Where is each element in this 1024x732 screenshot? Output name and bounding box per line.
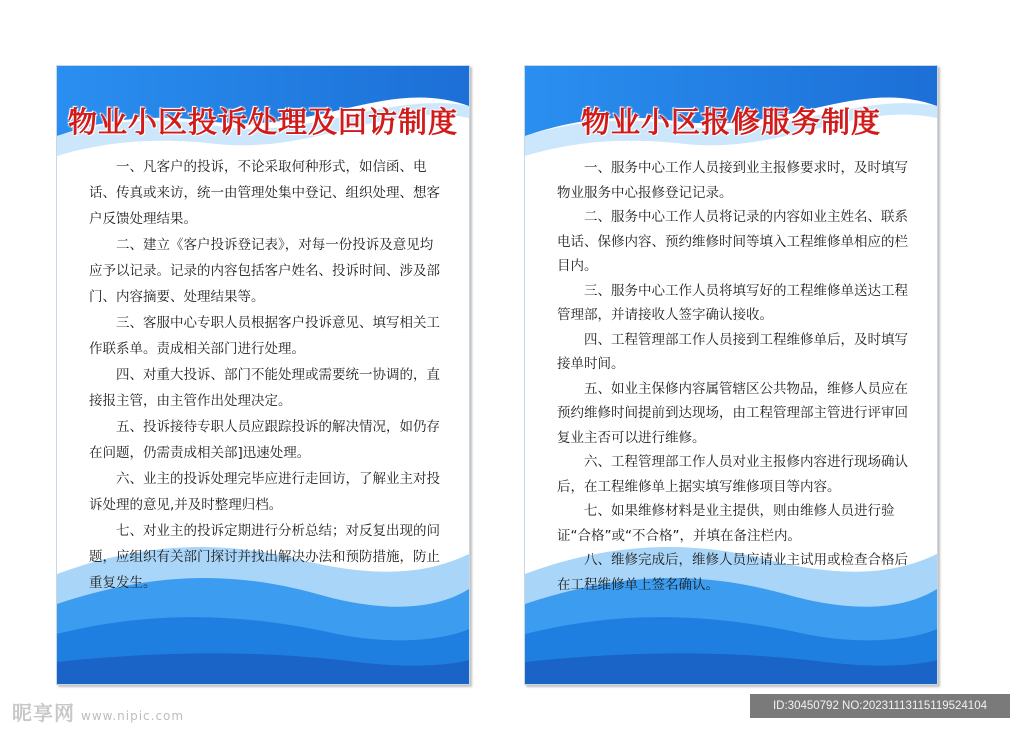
site-watermark bbox=[12, 697, 184, 726]
image-id-bar: ID:30450792 NO:20231113115119524104 bbox=[750, 694, 1010, 718]
watermark-url: www.nipic.com bbox=[81, 709, 185, 723]
policy-clause: 二、建立《客户投诉登记表》，对每一份投诉及意见均应予以记录。记录的内容包括客户姓名、投诉时间、涉及部门、内容摘要、处理结果等。 bbox=[89, 237, 440, 305]
policy-clause: 一、凡客户的投诉，不论采取何种形式，如信函、电话、传真或来访，统一由管理处集中登记、组织处理、想客户反馈处理结果。 bbox=[89, 159, 440, 227]
policy-clause: 四、工程管理部工作人员接到工程维修单后，及时填写接单时间。 bbox=[557, 331, 908, 372]
policy-clause: 七、如果维修材料是业主提供，则由维修人员进行验证“合格”或“不合格”，并填在备注栏内。 bbox=[557, 503, 895, 544]
complaint-policy-title: 物业小区投诉处理及回访制度 bbox=[67, 105, 458, 139]
policy-clause: 六、工程管理部工作人员对业主报修内容进行现场确认后，在工程维修单上据实填写维修项目等内容。 bbox=[557, 454, 908, 495]
policy-clause: 三、服务中心工作人员将填写好的工程维修单送达工程管理部，并请接收人签字确认接收。 bbox=[557, 282, 908, 323]
repair-policy-title: 物业小区报修服务制度 bbox=[580, 105, 881, 139]
policy-clause: 六、业主的投诉处理完毕应进行走回访，了解业主对投诉处理的意见,并及时整理归档。 bbox=[89, 471, 440, 513]
complaint-policy-board bbox=[56, 65, 470, 685]
policy-clause: 二、服务中心工作人员将记录的内容如业主姓名、联系电话、保修内容、预约维修时间等填入工程维修单相应的栏目内。 bbox=[557, 209, 908, 274]
policy-clause: 三、客服中心专职人员根据客户投诉意见、填写相关工作联系单。责成相关部门进行处理。 bbox=[89, 315, 440, 357]
policy-clause: 七、对业主的投诉定期进行分析总结；对反复出现的问题，应组织有关部门探讨并找出解决办法和预防措施，防止重复发生。 bbox=[89, 523, 440, 591]
policy-clause: 五、如业主保修内容属管辖区公共物品，维修人员应在预约维修时间提前到达现场，由工程管理部主管进行评审回复业主否可以进行维修。 bbox=[557, 380, 908, 446]
complaint-policy-body bbox=[89, 154, 441, 596]
policy-clause: 五、投诉接待专职人员应跟踪投诉的解决情况，如仍存在问题，仍需责成相关部]迅速处理。 bbox=[89, 419, 440, 461]
repair-policy-board bbox=[524, 65, 938, 685]
policy-clause: 八、维修完成后，维修人员应请业主试用或检查合格后在工程维修单上签名确认。 bbox=[557, 552, 908, 593]
repair-policy-body bbox=[557, 156, 909, 597]
policy-clause: 一、服务中心工作人员接到业主报修要求时，及时填写物业服务中心报修登记记录。 bbox=[557, 160, 908, 201]
policy-clause: 四、对重大投诉、部门不能处理或需要统一协调的，直接报主管，由主管作出处理决定。 bbox=[89, 367, 440, 409]
watermark-logo: 昵享网 bbox=[12, 701, 75, 725]
